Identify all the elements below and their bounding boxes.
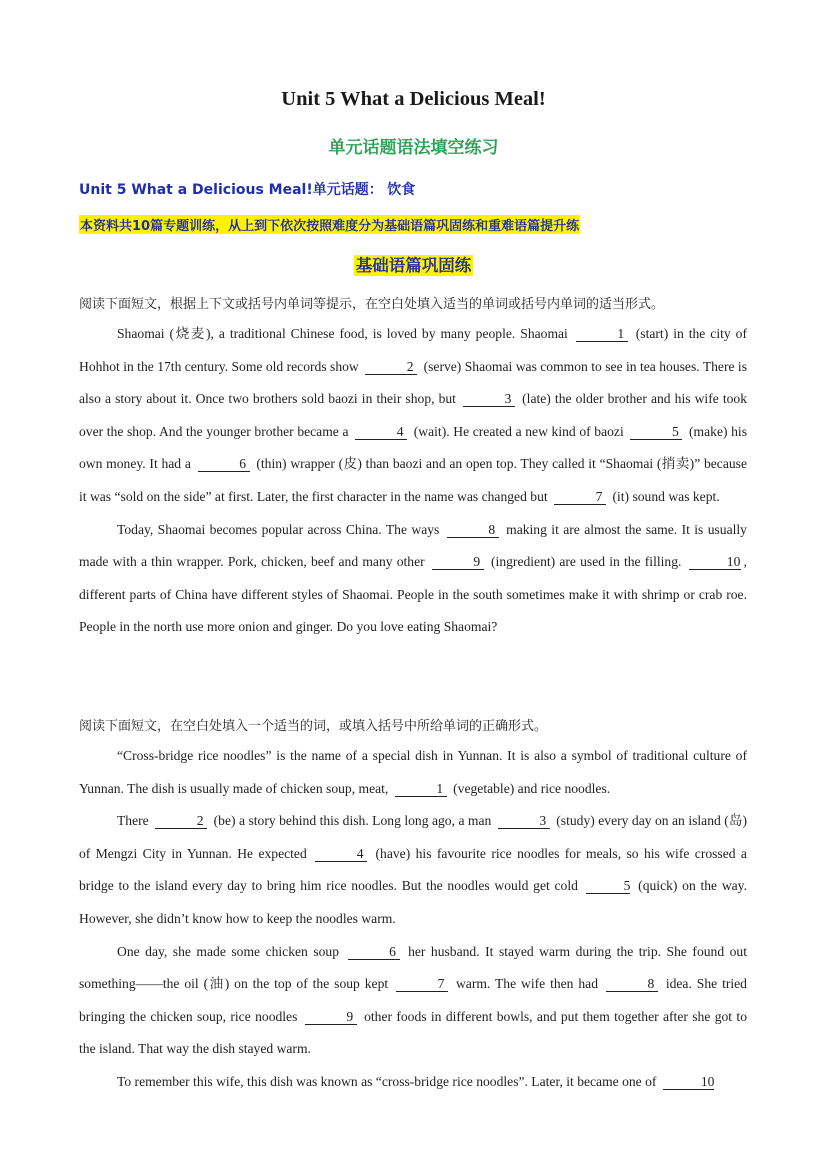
passage2-paragraph-3: One day, she made some chicken soup 6 her husband. It stayed warm during the trip. She found out something——the oil (油) on the top of the soup kept 7 warm. The wife then had 8 idea. She tried bringing the chicken soup, rice noodles 9 other foods in different bowls, and put them together after she got to the island. That way the dish stayed warm. xyxy=(79,943,748,1057)
blank-2: 2 xyxy=(155,813,207,829)
page-title: Unit 5 What a Delicious Meal! xyxy=(281,88,546,110)
blank-3: 3 xyxy=(463,391,515,407)
passage2-instruction: 阅读下面短文，在空白处填入一个适当的词，或填入括号中所给单词的正确形式。 xyxy=(79,719,548,734)
unit-line-en: Unit 5 What a Delicious Meal! xyxy=(79,182,313,198)
blank-4: 4 xyxy=(315,846,367,862)
blank-10: 10 xyxy=(689,554,741,570)
passage2-paragraph-2: There 2 (be) a story behind this dish. Long long ago, a man 3 (study) every day on an island (岛) of Mengzi City in Yunnan. He expected 4 (have) his favourite rice noodles for meals, so his wife crossed a bridge to the island every day to bring him rice noodles. But the noodles would get cold 5 (quick) on the way. However, she didn’t know how to keep the noodles warm. xyxy=(79,813,748,926)
blank-10: 10 xyxy=(663,1074,715,1090)
unit-line-cn: 单元话题： xyxy=(312,182,383,198)
unit-topic: 饮食 xyxy=(387,182,416,198)
blank-1: 1 xyxy=(576,326,628,342)
blank-4: 4 xyxy=(355,424,407,440)
blank-5: 5 xyxy=(586,878,631,894)
section-heading xyxy=(0,252,827,276)
blank-9: 9 xyxy=(432,554,484,570)
blank-7: 7 xyxy=(396,976,448,992)
highlight-note: 本资料共10篇专题训练，从上到下依次按照难度分为基础语篇巩固练和重难语篇提升练 xyxy=(79,215,580,234)
passage1-paragraph-1: Shaomai (烧麦), a traditional Chinese food, is loved by many people. Shaomai 1 (start) in the city of Hohhot in the 17th century. Some old records show 2 (serve) Shaomai was common to see in tea houses. There is also a story about it. Once two brothers sold baozi in their shop, but 3 (late) the older brother and his wife took over the shop. And the younger brother became a 4 (wait). He created a new kind of baozi 5 (make) his own money. It had a 6 (thin) wrapper (皮) than baozi and an open top. They called it “Shaomai (捎卖)” because it was “sold on the side” at first. Later, the first character in the name was changed but 7 (it) sound was kept. xyxy=(79,326,748,504)
page-subtitle: 单元话题语法填空练习 xyxy=(328,138,499,158)
passage2-body xyxy=(79,740,747,1099)
passage1-paragraph-2: Today, Shaomai becomes popular across China. The ways 8 making it are almost the same. It is usually made with a thin wrapper. Pork, chicken, beef and many other 9 (ingredient) are used in the filling. 10 , different parts of China have different styles of Shaomai. People in the south sometimes make it with shrimp or crab roe. People in the north use more onion and ginger. Do you love eating Shaomai? xyxy=(79,521,747,635)
blank-6: 6 xyxy=(348,944,400,960)
blank-2: 2 xyxy=(365,359,417,375)
blank-9: 9 xyxy=(305,1009,357,1025)
blank-1: 1 xyxy=(395,781,447,797)
blank-3: 3 xyxy=(498,813,550,829)
blank-8: 8 xyxy=(606,976,658,992)
passage1-body xyxy=(79,318,747,644)
passage1-instruction: 阅读下面短文，根据上下文或括号内单词等提示，在空白处填入适当的单词或括号内单词的适当形式。 xyxy=(79,297,665,312)
passage2-paragraph-4: To remember this wife, this dish was known as “cross-bridge rice noodles”. Later, it became one of 10 xyxy=(117,1073,715,1089)
unit-topic-line xyxy=(79,179,415,199)
blank-5: 5 xyxy=(630,424,682,440)
blank-8: 8 xyxy=(447,522,499,538)
blank-7: 7 xyxy=(554,489,606,505)
blank-6: 6 xyxy=(198,456,250,472)
section-title: 基础语篇巩固练 xyxy=(355,256,472,275)
passage2-paragraph-1: “Cross-bridge rice noodles” is the name of a special dish in Yunnan. It is also a symbol of traditional culture of Yunnan. The dish is usually made of chicken soup, meat, 1 (vegetable) and rice noodles. xyxy=(79,748,747,796)
